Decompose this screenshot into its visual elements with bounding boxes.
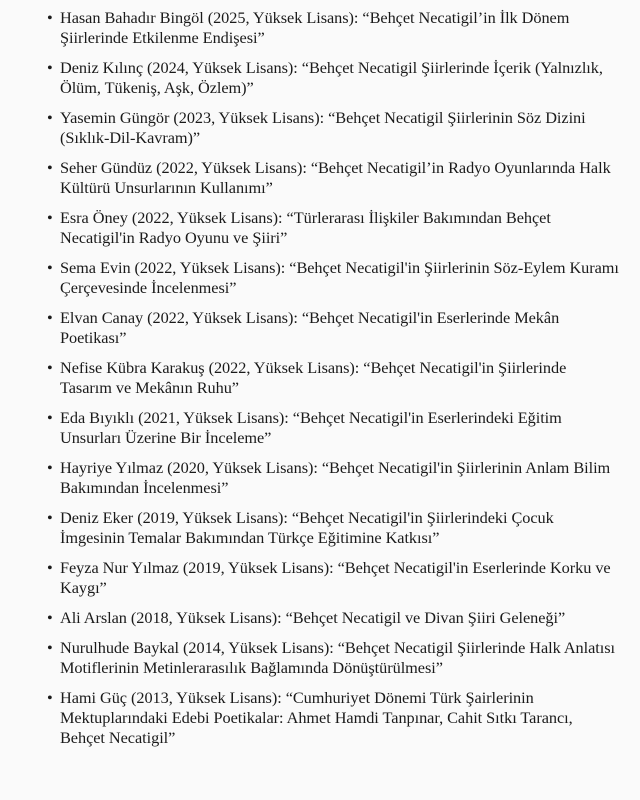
- list-item: • Hayriye Yılmaz (2020, Yüksek Lisans): “Behçet Necatigil'in Şiirlerinin Anlam Bilim Bakımından İncelenmesi”: [60, 458, 620, 498]
- list-item: • Deniz Eker (2019, Yüksek Lisans): “Behçet Necatigil'in Şiirlerindeki Çocuk İmgesinin Temalar Bakımından Türkçe Eğitimine Katkısı”: [60, 508, 620, 548]
- list-item: • Yasemin Güngör (2023, Yüksek Lisans): “Behçet Necatigil Şiirlerinin Söz Dizini (Sıklık-Dil-Kavram)”: [60, 108, 620, 148]
- list-item: • Hami Güç (2013, Yüksek Lisans): “Cumhuriyet Dönemi Türk Şairlerinin Mektuplarındaki Edebi Poetikalar: Ahmet Hamdi Tanpınar, Cahit Sıtkı Tarancı, Behçet Necatigil”: [60, 688, 620, 748]
- list-item: • Elvan Canay (2022, Yüksek Lisans): “Behçet Necatigil'in Eserlerinde Mekân Poetikası”: [60, 308, 620, 348]
- list-item: • Nefise Kübra Karakuş (2022, Yüksek Lisans): “Behçet Necatigil'in Şiirlerinde Tasarım ve Mekânın Ruhu”: [60, 358, 620, 398]
- list-item: • Sema Evin (2022, Yüksek Lisans): “Behçet Necatigil'in Şiirlerinin Söz-Eylem Kuramı Çerçevesinde İncelenmesi”: [60, 258, 620, 298]
- list-item: • Nurulhude Baykal (2014, Yüksek Lisans): “Behçet Necatigil Şiirlerinde Halk Anlatısı Motiflerinin Metinlerarasılık Bağlamında Dönüştürülmesi”: [60, 638, 620, 678]
- list-item: • Seher Gündüz (2022, Yüksek Lisans): “Behçet Necatigil’in Radyo Oyunlarında Halk Kültürü Unsurlarının Kullanımı”: [60, 158, 620, 198]
- list-item: • Eda Bıyıklı (2021, Yüksek Lisans): “Behçet Necatigil'in Eserlerindeki Eğitim Unsurları Üzerine Bir İnceleme”: [60, 408, 620, 448]
- list-item: • Deniz Kılınç (2024, Yüksek Lisans): “Behçet Necatigil Şiirlerinde İçerik (Yalnızlık, Ölüm, Tükeniş, Aşk, Özlem)”: [60, 58, 620, 98]
- list-item: • Esra Öney (2022, Yüksek Lisans): “Türlerarası İlişkiler Bakımından Behçet Necatigil'in Radyo Oyunu ve Şiiri”: [60, 208, 620, 248]
- thesis-list: [60, 8, 620, 748]
- list-item: • Feyza Nur Yılmaz (2019, Yüksek Lisans): “Behçet Necatigil'in Eserlerinde Korku ve Kaygı”: [60, 558, 620, 598]
- list-item: • Ali Arslan (2018, Yüksek Lisans): “Behçet Necatigil ve Divan Şiiri Geleneği”: [60, 608, 620, 628]
- list-item: • Hasan Bahadır Bingöl (2025, Yüksek Lisans): “Behçet Necatigil’in İlk Dönem Şiirlerinde Etkilenme Endişesi”: [60, 8, 620, 48]
